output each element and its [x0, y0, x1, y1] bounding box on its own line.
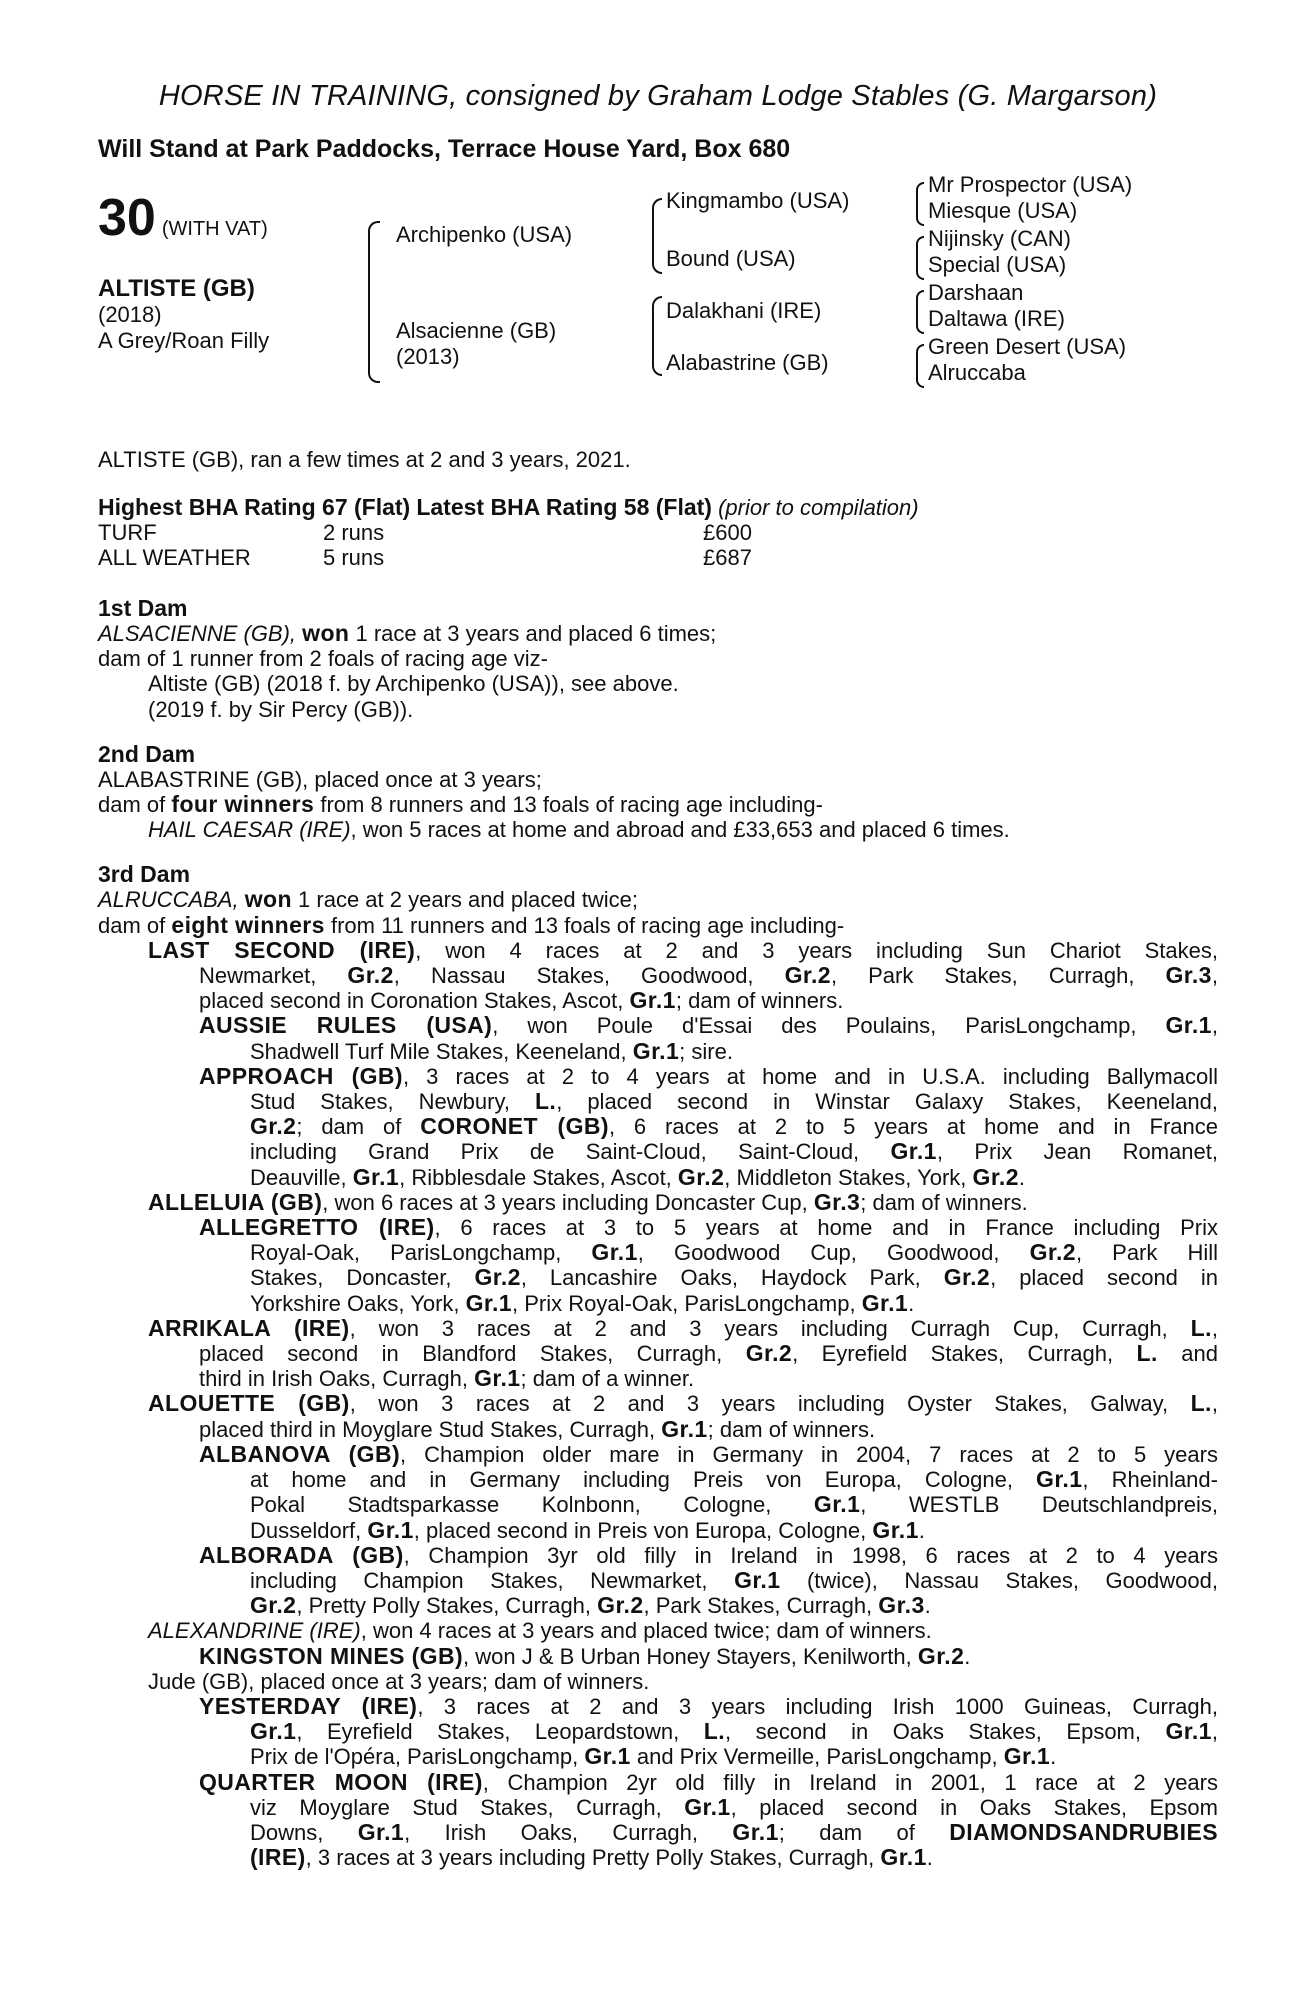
progeny-line: Deauville, Gr.1, Ribblesdale Stakes, Ascot, Gr.2, Middleton Stakes, York, Gr.2. — [250, 1163, 1026, 1190]
horse-description: A Grey/Roan Filly — [98, 328, 270, 353]
progeny-line: YESTERDAY (IRE), 3 races at 2 and 3 years including Irish 1000 Guineas, Curragh, — [199, 1692, 1218, 1719]
rating-row — [98, 520, 1218, 545]
horse-info — [98, 276, 269, 354]
progeny-line: at home and in Germany including Preis von Europa, Cologne, Gr.1, Rheinland- — [250, 1466, 1218, 1493]
progeny-line: ALLEGRETTO (IRE), 6 races at 3 to 5 years at home and in France including Prix — [199, 1214, 1218, 1241]
pedigree-g5: Darshaan — [928, 280, 1024, 305]
progeny-line: third in Irish Oaks, Curragh, Gr.1; dam of a winner. — [199, 1365, 695, 1392]
pedigree-brace — [916, 290, 924, 334]
dam-line: dam of four winners from 8 runners and 13 foals of racing age including- — [98, 791, 823, 818]
progeny-line: (IRE), 3 races at 3 years including Pretty Polly Stakes, Curragh, Gr.1. — [250, 1844, 933, 1871]
progeny-line: ALEXANDRINE (IRE), won 4 races at 3 years and placed twice; dam of winners. — [148, 1618, 932, 1644]
rating-row-label: TURF — [98, 520, 157, 545]
progeny-line: Gr.2, Pretty Polly Stakes, Curragh, Gr.2, Park Stakes, Curragh, Gr.3. — [250, 1592, 931, 1619]
pedigree-sire-dam: Bound (USA) — [666, 246, 796, 271]
catalogue-page — [98, 80, 1218, 1870]
progeny-line: LAST SECOND (IRE), won 4 races at 2 and 3 years including Sun Chariot Stakes, — [148, 936, 1218, 963]
progeny-line: including Champion Stakes, Newmarket, Gr.1 (twice), Nassau Stakes, Goodwood, — [250, 1566, 1219, 1593]
dam-line: dam of eight winners from 11 runners and 13 foals of racing age including- — [98, 911, 845, 938]
page-title: HORSE IN TRAINING, consigned by Graham Lodge Stables (G. Margarson) — [158, 80, 1158, 112]
progeny-line: AUSSIE RULES (USA), won Poule d'Essai des Poulains, ParisLongchamp, Gr.1, — [199, 1012, 1218, 1039]
progeny-line: viz Moyglare Stud Stakes, Curragh, Gr.1, placed second in Oaks Stakes, Epsom — [250, 1793, 1218, 1820]
rating-row-label: ALL WEATHER — [98, 545, 251, 570]
progeny-line: APPROACH (GB), 3 races at 2 to 4 years at home and in U.S.A. including Ballymacoll — [199, 1062, 1219, 1089]
section-heading: 1st Dam — [98, 595, 188, 621]
third-dam-section — [98, 862, 1218, 1870]
progeny-line: ALBORADA (GB), Champion 3yr old filly in Ireland in 1998, 6 races at 2 to 4 years — [199, 1541, 1218, 1568]
horse-name: ALTISTE (GB) — [98, 275, 255, 302]
pedigree-g6: Daltawa (IRE) — [928, 306, 1065, 331]
first-dam-section — [98, 596, 1218, 722]
progeny-line: Shadwell Turf Mile Stakes, Keeneland, Gr.1; sire. — [250, 1037, 733, 1064]
progeny-line: including Grand Prix de Saint-Cloud, Saint-Cloud, Gr.1, Prix Jean Romanet, — [250, 1138, 1218, 1165]
dam-line: ALSACIENNE (GB), won 1 race at 3 years and placed 6 times; — [98, 620, 717, 646]
dam-line: dam of 1 runner from 2 foals of racing age viz- — [98, 646, 548, 672]
pedigree-brace — [916, 236, 924, 280]
pedigree-sire: Archipenko (USA) — [396, 222, 573, 247]
pedigree-g1: Mr Prospector (USA) — [928, 172, 1133, 197]
progeny-line: placed third in Moyglare Stud Stakes, Curragh, Gr.1; dam of winners. — [199, 1415, 876, 1442]
rating-row-amount: £600 — [703, 520, 752, 545]
highest-rating: Highest BHA Rating 67 (Flat) — [98, 494, 411, 520]
latest-rating: Latest BHA Rating 58 (Flat) — [416, 494, 712, 520]
pedigree-g3: Nijinsky (CAN) — [928, 226, 1071, 251]
pedigree-header — [98, 172, 1218, 433]
progeny-line: Royal-Oak, ParisLongchamp, Gr.1, Goodwood Cup, Goodwood, Gr.2, Park Hill — [250, 1239, 1218, 1266]
progeny-line: KINGSTON MINES (GB), won J & B Urban Honey Stayers, Kenilworth, Gr.2. — [199, 1642, 971, 1669]
progeny-line: Dusseldorf, Gr.1, placed second in Preis von Europa, Cologne, Gr.1. — [250, 1516, 925, 1543]
rating-row — [98, 545, 1218, 570]
progeny-line: Downs, Gr.1, Irish Oaks, Curragh, Gr.1; dam of DIAMONDSANDRUBIES — [250, 1818, 1218, 1845]
pedigree-dam-year: (2013) — [396, 344, 460, 369]
progeny-line: placed second in Coronation Stakes, Ascot, Gr.1; dam of winners. — [199, 987, 844, 1014]
second-dam-section — [98, 742, 1218, 843]
progeny-line: Stud Stakes, Newbury, L., placed second in Winstar Galaxy Stakes, Keeneland, — [250, 1088, 1218, 1115]
progeny-line: Gr.1, Eyrefield Stakes, Leopardstown, L., second in Oaks Stakes, Epsom, Gr.1, — [250, 1718, 1218, 1745]
progeny-line: Newmarket, Gr.2, Nassau Stakes, Goodwood, Gr.2, Park Stakes, Curragh, Gr.3, — [199, 962, 1218, 989]
rating-row-runs: 5 runs — [323, 545, 385, 570]
dam-line: ALABASTRINE (GB), placed once at 3 years; — [98, 766, 542, 792]
horse-year: (2018) — [98, 302, 162, 327]
vat-note: (WITH VAT) — [161, 218, 268, 240]
progeny-line: Pokal Stadtsparkasse Kolnbonn, Cologne, Gr.1, WESTLB Deutschlandpreis, — [250, 1491, 1218, 1518]
pedigree-brace — [652, 198, 662, 274]
rating-block — [98, 495, 1218, 570]
rating-row-runs: 2 runs — [323, 520, 385, 545]
progeny-line: ALOUETTE (GB), won 3 races at 2 and 3 years including Oyster Stakes, Galway, L., — [148, 1390, 1218, 1417]
section-heading: 2nd Dam — [98, 740, 196, 767]
pedigree-g7: Green Desert (USA) — [928, 334, 1127, 359]
pedigree-g2: Miesque (USA) — [928, 198, 1078, 223]
pedigree-brace — [368, 221, 380, 383]
progeny-line: HAIL CAESAR (IRE), won 5 races at home and abroad and £33,653 and placed 6 times. — [148, 817, 1010, 843]
stand-location: Will Stand at Park Paddocks, Terrace House Yard, Box 680 — [98, 135, 791, 163]
pedigree-dam-sire: Dalakhani (IRE) — [666, 298, 822, 323]
progeny-line: Yorkshire Oaks, York, Gr.1, Prix Royal-Oak, ParisLongchamp, Gr.1. — [250, 1289, 915, 1316]
progeny-line: Altiste (GB) (2018 f. by Archipenko (USA)), see above. — [148, 671, 679, 697]
race-record-note: ALTISTE (GB), ran a few times at 2 and 3 years, 2021. — [98, 447, 631, 472]
dam-line: ALRUCCABA, won 1 race at 2 years and placed twice; — [98, 886, 639, 913]
pedigree-brace — [916, 182, 924, 226]
pedigree-g4: Special (USA) — [928, 252, 1067, 277]
progeny-line: ALLELUIA (GB), won 6 races at 3 years including Doncaster Cup, Gr.3; dam of winners. — [148, 1188, 1028, 1215]
progeny-line: ALBANOVA (GB), Champion older mare in Germany in 2004, 7 races at 2 to 5 years — [199, 1440, 1218, 1467]
rating-row-amount: £687 — [703, 545, 752, 570]
progeny-line: Stakes, Doncaster, Gr.2, Lancashire Oaks, Haydock Park, Gr.2, placed second in — [250, 1264, 1218, 1291]
pedigree-dam: Alsacienne (GB) — [396, 318, 557, 343]
section-heading: 3rd Dam — [98, 861, 191, 888]
progeny-line: Prix de l'Opéra, ParisLongchamp, Gr.1 and Prix Vermeille, ParisLongchamp, Gr.1. — [250, 1743, 1057, 1770]
pedigree-brace — [916, 344, 924, 388]
progeny-line: Gr.2; dam of CORONET (GB), 6 races at 2 to 5 years at home and in France — [250, 1113, 1218, 1140]
pedigree-sire-sire: Kingmambo (USA) — [666, 188, 850, 213]
progeny-line: QUARTER MOON (IRE), Champion 2yr old filly in Ireland in 2001, 1 race at 2 years — [199, 1768, 1218, 1795]
pedigree-dam-dam: Alabastrine (GB) — [666, 350, 829, 375]
progeny-line: ARRIKALA (IRE), won 3 races at 2 and 3 years including Curragh Cup, Curragh, L., — [148, 1314, 1218, 1341]
rating-note: (prior to compilation) — [718, 495, 919, 520]
progeny-line: placed second in Blandford Stakes, Curragh, Gr.2, Eyrefield Stakes, Curragh, L. and — [199, 1340, 1218, 1367]
lot-number: 30 — [98, 189, 156, 247]
pedigree-brace — [652, 296, 662, 376]
progeny-line: Jude (GB), placed once at 3 years; dam of winners. — [148, 1668, 650, 1694]
progeny-line: (2019 f. by Sir Percy (GB)). — [148, 696, 414, 722]
pedigree-g8: Alruccaba — [928, 360, 1026, 385]
lot-number-block — [98, 188, 268, 248]
